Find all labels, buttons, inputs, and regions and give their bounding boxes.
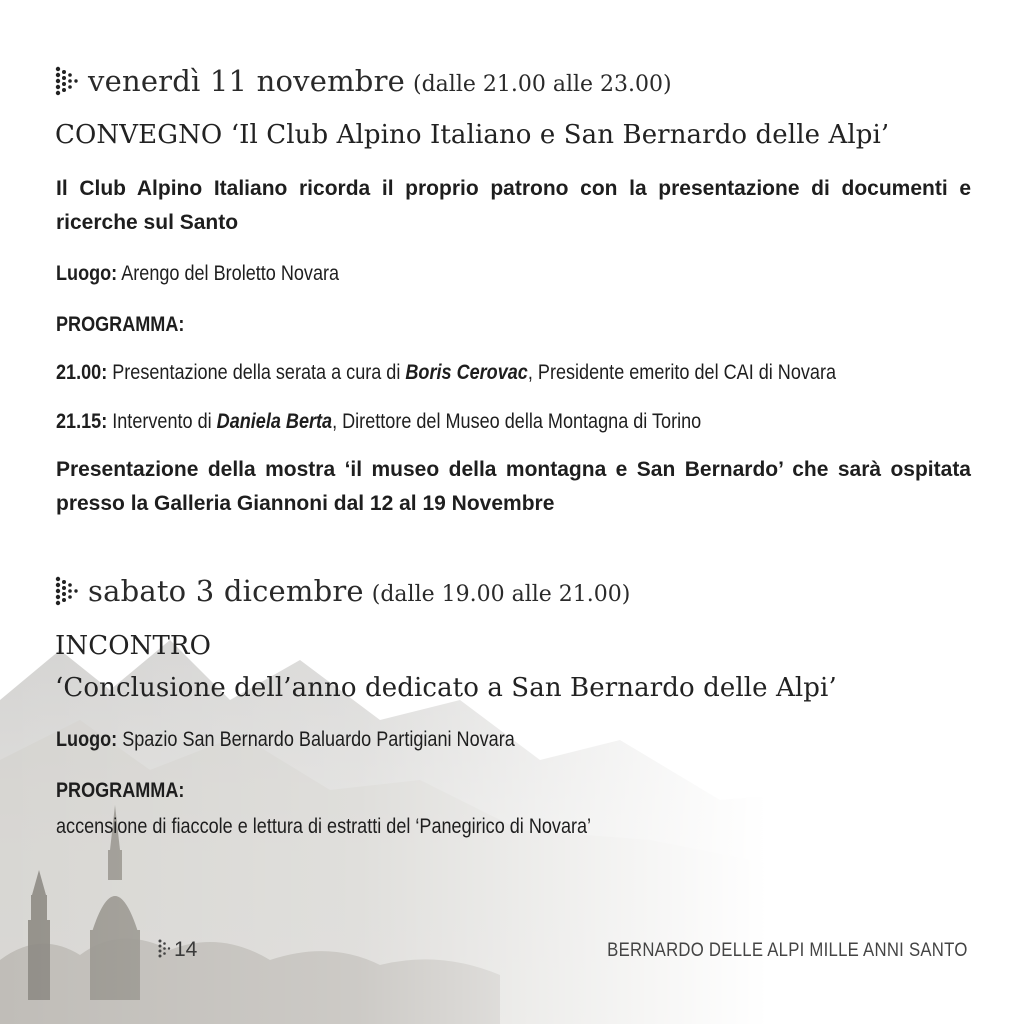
page-number (158, 938, 197, 962)
program-item-time: 21.00: (56, 361, 108, 384)
event2-location-value: Spazio San Bernardo Baluardo Partigiani Novara (122, 728, 515, 751)
program-item-text: Intervento di (112, 410, 217, 433)
page-number-value: 14 (174, 938, 198, 961)
event2-location-label: Luogo: (56, 728, 118, 751)
event2-title-type: INCONTRO (55, 631, 212, 661)
program-item-person: Daniela Berta (216, 410, 333, 433)
event1-header (54, 64, 672, 98)
event1-time: (dalle 21.00 alle 23.00) (413, 72, 672, 97)
event1-location (56, 257, 843, 291)
event1-location-label: Luogo: (56, 262, 118, 285)
program-item-text: Presentazione della serata a cura di (112, 361, 406, 384)
event1-description: Il Club Alpino Italiano ricorda il proprio patrono con la presentazione di documenti e ricerche sul Santo (56, 177, 971, 234)
event2-location (56, 723, 843, 757)
event2-title: ‘Conclusione dell’anno dedicato a San Bernardo delle Alpi’ (55, 673, 837, 703)
event1-exhibition: Presentazione della mostra ‘il museo della montagna e San Bernardo’ che sarà ospitata presso la Galleria Giannoni dal 12 al 19 Novembre (56, 458, 971, 515)
dotted-arrow-bullet-icon (54, 575, 80, 607)
dotted-arrow-page-icon (158, 939, 172, 961)
dotted-arrow-bullet-icon (54, 65, 80, 97)
program-item-role: , Direttore del Museo della Montagna di Torino (332, 410, 702, 433)
event2-header (54, 574, 630, 608)
event1-location-value: Arengo del Broletto Novara (121, 262, 340, 285)
event2-program-label: PROGRAMMA: (56, 779, 185, 802)
event1-title: CONVEGNO ‘Il Club Alpino Italiano e San Bernardo delle Alpi’ (55, 120, 890, 150)
event1-program-item-2 (56, 405, 843, 439)
event1-date: venerdì 11 novembre (88, 64, 405, 98)
event2-time: (dalle 19.00 alle 21.00) (371, 582, 631, 607)
program-item-person: Boris Cerovac (405, 361, 528, 384)
event1-program-item-1 (56, 356, 843, 390)
program-item-time: 21.15: (56, 410, 108, 433)
event2-program-text: accensione di fiaccole e lettura di estratti del ‘Panegirico di Novara’ (56, 815, 592, 838)
publication-title: BERNARDO DELLE ALPI MILLE ANNI SANTO (607, 940, 968, 961)
program-item-role: , Presidente emerito del CAI di Novara (527, 361, 837, 384)
event1-program-label: PROGRAMMA: (56, 313, 185, 336)
event2-date: sabato 3 dicembre (88, 574, 364, 608)
